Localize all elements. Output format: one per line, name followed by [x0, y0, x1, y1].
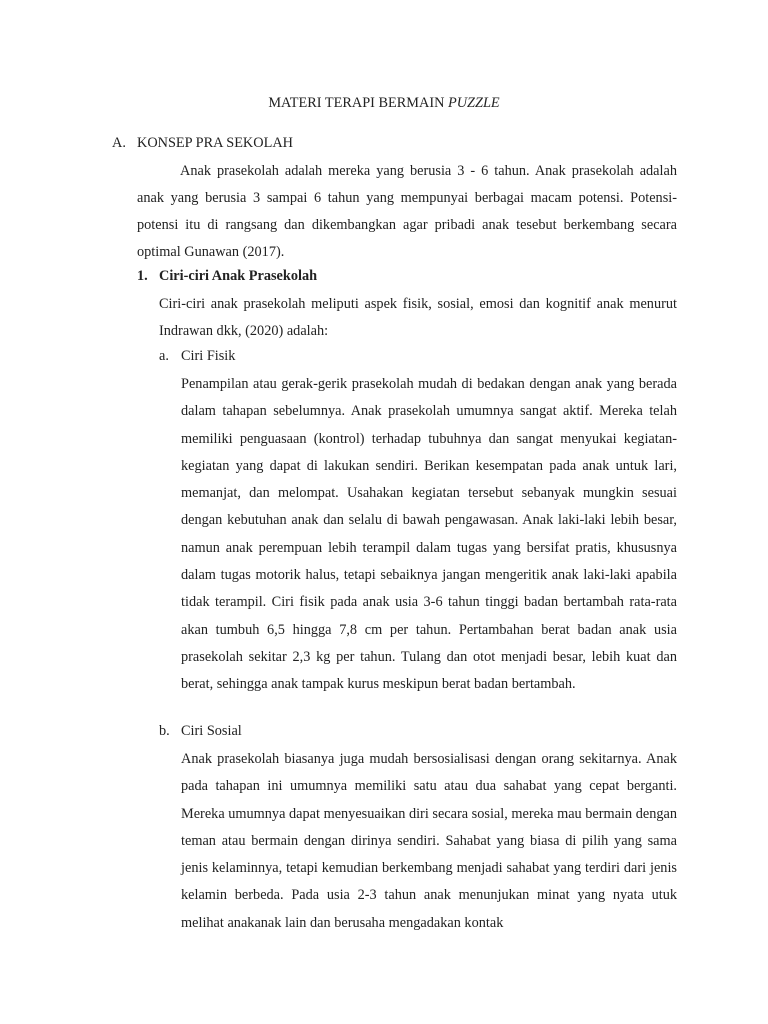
page-title [0, 92, 768, 114]
item-a-title: Ciri Fisik [181, 348, 236, 364]
item-b-paragraph: Anak prasekolah biasanya juga mudah bersosialisasi dengan orang sekitarnya. Anak pada tahapan ini umumnya memiliki satu atau dua sahabat yang cepat berganti. Mereka umumnya dapat menyesuaikan diri secara sosial, mereka mau bermain dengan teman atau bermain dengan dirinya sendiri. Sahabat yang biasa di pilih yang sama jenis kelaminnya, tetapi kemudian berkembang menjadi sahabat yang terdiri dari jenis kelamin berbeda. Pada usia 2-3 tahun anak menunjukan minat yang nyata utuk melihat anakanak lain dan berusaha mengadakan kontak [181, 751, 677, 931]
subsection-1-label: 1. [137, 268, 148, 284]
subsection-1-heading [137, 265, 317, 287]
section-a-paragraph: Anak prasekolah adalah mereka yang berusia 3 - 6 tahun. Anak prasekolah adalah anak yang berusia 3 sampai 6 tahun yang mempunyai berbagai macam potensi. Potensi-potensi itu di rangsang dan dikembangkan agar pribadi anak tesebut berkembang secara optimal Gunawan (2017). [137, 163, 677, 260]
title-italic-text: PUZZLE [448, 95, 500, 111]
section-a-title: KONSEP PRA SEKOLAH [137, 135, 293, 151]
title-text: MATERI TERAPI BERMAIN [268, 95, 448, 111]
item-b-heading [159, 720, 242, 742]
section-a-heading [112, 132, 293, 154]
item-a-label: a. [159, 348, 169, 364]
subsection-1-title: Ciri-ciri Anak Prasekolah [159, 268, 318, 284]
item-a-paragraph: Penampilan atau gerak-gerik prasekolah mudah di bedakan dengan anak yang berada dalam tahapan sebelumnya. Anak prasekolah umumnya sangat aktif. Mereka telah memiliki penguasaan (kontrol) terhadap tubuhnya dan sangat menyukai kegiatan-kegiatan yang dapat di lakukan sendiri. Berikan kesempatan pada anak untuk lari, memanjat, dan melompat. Usahakan kegiatan tersebut sebanyak mungkin sesuai dengan kebutuhan anak dan selalu di bawah pengawasan. Anak laki-laki lebih besar, namun anak perempuan lebih terampil dalam tugas yang bersifat pratis, khususnya dalam tugas motorik halus, tetapi sebaiknya jangan mengeritik anak laki-laki apabila tidak terampil. Ciri fisik pada anak usia 3-6 tahun tinggi badan bertambah rata-rata akan tumbuh 6,5 hingga 7,8 cm per tahun. Pertambahan berat badan anak usia prasekolah sekitar 2,3 kg per tahun. Tulang dan otot menjadi besar, lebih kuat dan berat, sehingga anak tampak kurus meskipun berat badan bertambah. [181, 376, 677, 693]
item-b-label: b. [159, 723, 170, 739]
item-a-heading [159, 345, 235, 367]
section-a-label: A. [112, 135, 126, 151]
subsection-1-paragraph: Ciri-ciri anak prasekolah meliputi aspek fisik, sosial, emosi dan kognitif anak menurut Indrawan dkk, (2020) adalah: [159, 296, 677, 339]
item-b-title: Ciri Sosial [181, 723, 242, 739]
